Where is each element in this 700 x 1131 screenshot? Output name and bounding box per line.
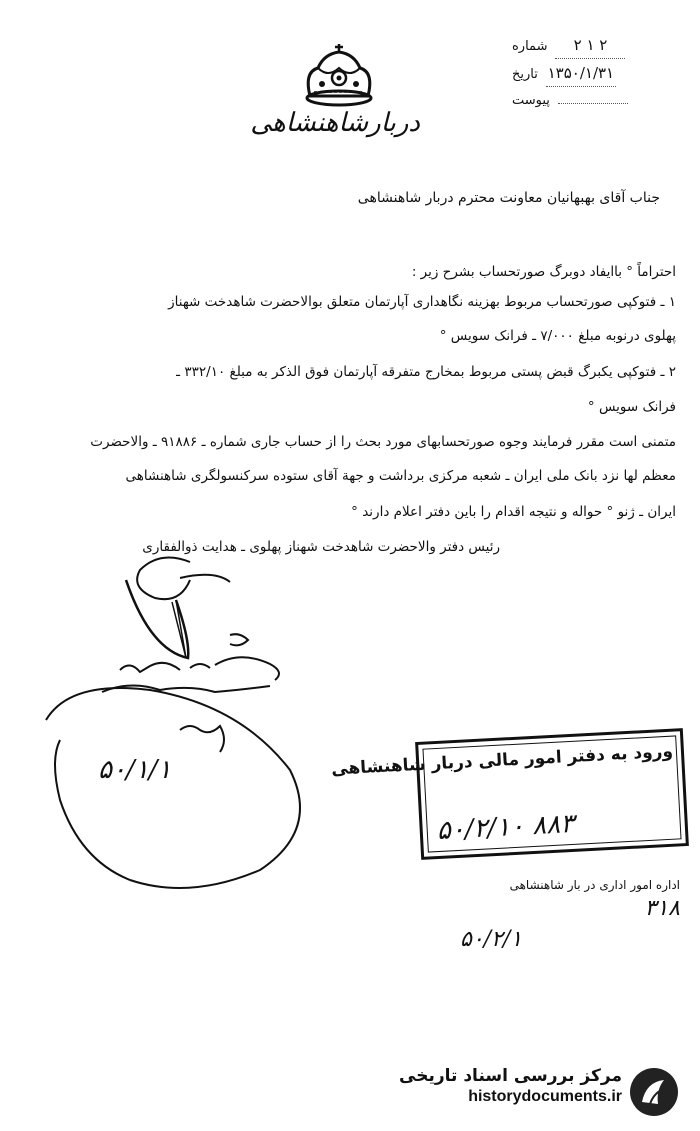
letterhead-title: دربارشاهنشاهی	[250, 108, 420, 138]
attachment-row	[512, 88, 682, 114]
registration-stamp	[440, 878, 680, 952]
body-line: متمنی است مقرر فرمایند وجوه صورتحسابهای مورد بحث را از حساب جاری شماره ـ ۹۱۸۸۶ ـ والاحضرت	[90, 434, 676, 450]
number-value: ۲ ۱ ۲	[555, 32, 625, 59]
body-line: ۲ ـ فتوکپی یکبرگ قبض پستی مربوط بمخارج متفرقه آپارتمان فوق الذکر به مبلغ ۳۳۲/۱۰ ـ	[176, 364, 676, 380]
svg-text:۵۰/۱/۱: ۵۰/۱/۱	[98, 755, 172, 785]
number-row	[512, 32, 682, 60]
watermark-url: historydocuments.ir	[468, 1088, 622, 1105]
recipient-line: جناب آقای بهبهانیان معاونت محترم دربار شاهنشاهی	[357, 190, 660, 206]
signature-line: رئیس دفتر والاحضرت شاهدخت شهناز پهلوی ـ هدایت ذوالفقاری	[142, 539, 500, 555]
body-line: معظم لها نزد بانک ملی ایران ـ شعبه مرکزی برداشت و جهة آقای ستوده سرکنسولگری شاهنشاهی	[125, 468, 676, 484]
registration-number: ۳۱۸	[644, 896, 680, 921]
stamp-number: ۵۰/۲/۱۰ ۸۸۳	[435, 808, 575, 847]
body-line: ایران ـ ژنو ° حواله و نتیجه اقدام را باین دفتر اعلام دارند °	[351, 504, 676, 520]
body-line: احتراماً ° باایفاد دوبرگ صورتحساب بشرح زیر :	[411, 264, 676, 280]
date-value: ۱۳۵۰/۱/۳۱	[546, 60, 616, 87]
registration-date: ۵۰/۲/۱	[460, 927, 523, 952]
attachment-value	[558, 103, 628, 104]
watermark-text	[399, 1066, 622, 1106]
receipt-stamp	[330, 728, 689, 860]
number-label: شماره	[512, 39, 548, 54]
header-meta	[512, 32, 682, 114]
date-row	[512, 60, 682, 88]
watermark-title: مرکز بررسی اسناد تاریخی	[399, 1066, 622, 1086]
date-label: تاریخ	[512, 67, 538, 82]
stamp-title: ورود به دفتر امور مالی دربار شاهنشاهی	[330, 741, 674, 780]
body-line: ۱ ـ فتوکپی صورتحساب مربوط بهزینه نگاهداری آپارتمان متعلق بوالاحضرت شاهدخت شهناز	[168, 294, 676, 310]
body-line: فرانک سویس °	[587, 399, 676, 415]
crown-emblem-icon	[298, 42, 380, 108]
handwritten-signature-icon	[40, 540, 420, 910]
archive-logo-icon	[628, 1066, 680, 1118]
source-watermark	[396, 1062, 686, 1122]
body-line: پهلوی درنوبه مبلغ ۷/۰۰۰ ـ فرانک سویس °	[439, 328, 676, 344]
attachment-label: پیوست	[512, 93, 550, 108]
registration-title: اداره امور اداری در بار شاهنشاهی	[509, 878, 680, 892]
